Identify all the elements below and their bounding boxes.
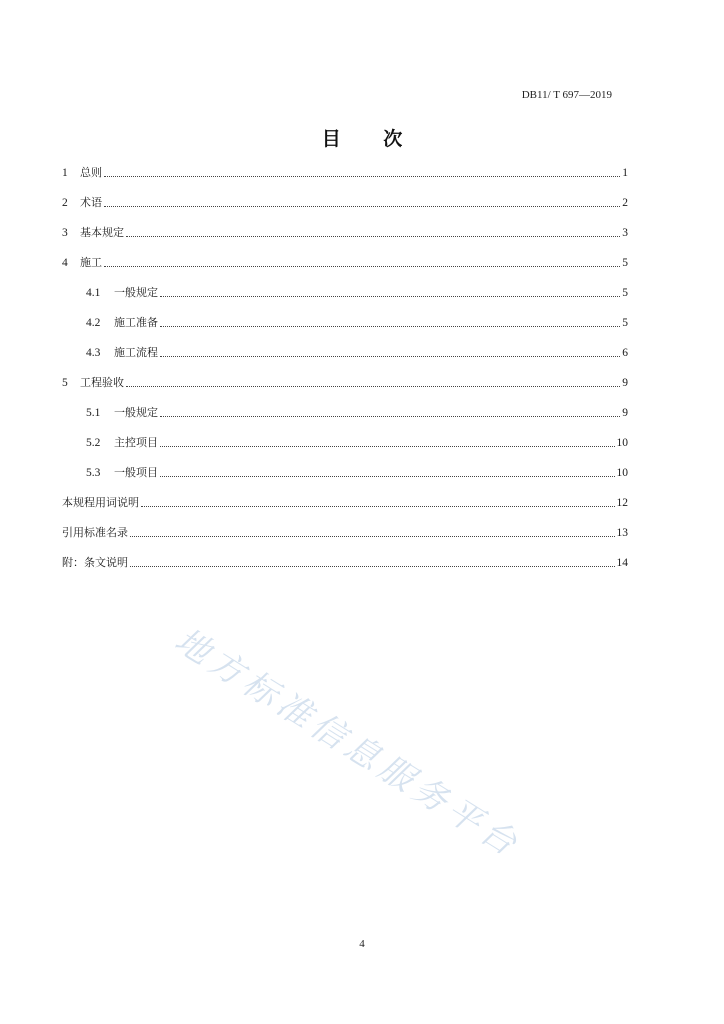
page-number: 4: [359, 938, 365, 950]
toc-number: 1: [62, 167, 68, 179]
dot-leader: [104, 206, 620, 207]
dot-leader: [160, 446, 615, 447]
toc-label: 总则: [80, 166, 102, 179]
toc-number: 5: [62, 377, 68, 389]
toc-entry-5[interactable]: [62, 370, 628, 390]
dot-leader: [126, 386, 620, 387]
toc-page: 13: [616, 527, 628, 539]
dot-leader: [160, 296, 620, 297]
dot-leader: [104, 176, 620, 177]
toc-label: 术语: [80, 196, 102, 209]
toc-page: 10: [616, 467, 628, 479]
toc-page: 6: [622, 347, 628, 359]
toc-page: 3: [622, 227, 628, 239]
toc-entry-appendix[interactable]: [62, 550, 628, 570]
toc-label: 引用标准名录: [62, 526, 128, 539]
toc-label: 一般项目: [114, 466, 158, 479]
toc-label: 工程验收: [80, 376, 124, 389]
toc-entry-5-2[interactable]: [86, 430, 628, 450]
dot-leader: [160, 326, 620, 327]
toc-entry-2[interactable]: [62, 190, 628, 210]
toc-entry-4-2[interactable]: [86, 310, 628, 330]
toc-entry-1[interactable]: [62, 160, 628, 180]
toc-page: 5: [622, 257, 628, 269]
toc-label: 主控项目: [114, 436, 158, 449]
document-code: DB11/ T 697—2019: [521, 89, 612, 101]
dot-leader: [126, 236, 620, 237]
toc-number: 3: [62, 227, 68, 239]
dot-leader: [104, 266, 620, 267]
toc-entry-4-3[interactable]: [86, 340, 628, 360]
toc-number: 4.1: [86, 287, 101, 299]
toc-label: 基本规定: [80, 226, 124, 239]
toc-number: 2: [62, 197, 68, 209]
toc-entry-3[interactable]: [62, 220, 628, 240]
toc-title: 目 次: [321, 128, 421, 150]
toc-entry-4[interactable]: [62, 250, 628, 270]
toc-label: 本规程用词说明: [62, 496, 139, 509]
toc-page: 5: [622, 317, 628, 329]
toc-label: 附：条文说明: [62, 556, 128, 569]
toc-page: 2: [622, 197, 628, 209]
dot-leader: [160, 416, 620, 417]
toc-label: 施工流程: [114, 346, 158, 359]
toc-label: 一般规定: [114, 286, 158, 299]
dot-leader: [160, 476, 615, 477]
toc-label: 施工: [80, 256, 102, 269]
dot-leader: [160, 356, 620, 357]
toc-page: 10: [616, 437, 628, 449]
toc-page: 1: [622, 167, 628, 179]
toc-entry-5-1[interactable]: [86, 400, 628, 420]
toc-label: 施工准备: [114, 316, 158, 329]
toc-number: 5.1: [86, 407, 101, 419]
toc-entry-5-3[interactable]: [86, 460, 628, 480]
watermark: 地方标准信息服务平台: [167, 620, 528, 867]
toc-page: 14: [616, 557, 628, 569]
toc-number: 5.2: [86, 437, 101, 449]
toc-number: 4.3: [86, 347, 101, 359]
toc-entry-4-1[interactable]: [86, 280, 628, 300]
dot-leader: [130, 566, 615, 567]
toc-page: 9: [622, 407, 628, 419]
toc-number: 4: [62, 257, 68, 269]
toc-number: 4.2: [86, 317, 101, 329]
toc-label: 一般规定: [114, 406, 158, 419]
toc-page: 12: [616, 497, 628, 509]
toc-number: 5.3: [86, 467, 101, 479]
toc-entry-terms-usage[interactable]: [62, 490, 628, 510]
toc-page: 5: [622, 287, 628, 299]
dot-leader: [141, 506, 615, 507]
dot-leader: [130, 536, 615, 537]
toc-entry-referenced-standards[interactable]: [62, 520, 628, 540]
toc-page: 9: [622, 377, 628, 389]
